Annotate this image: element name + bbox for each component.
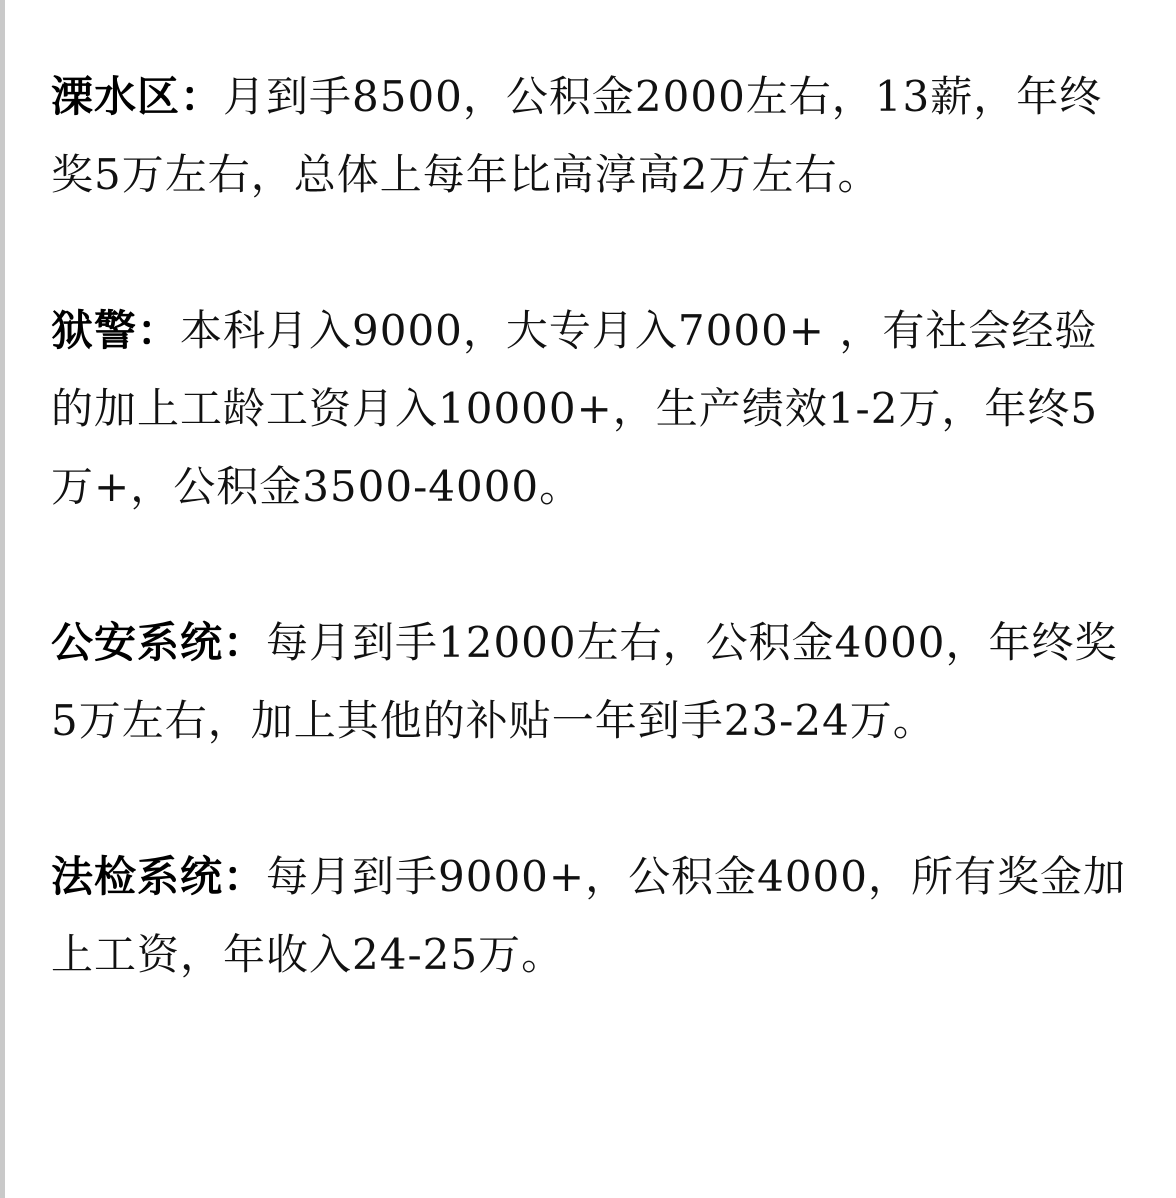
paragraph-text: 每月到手9000+，公积金4000，所有奖金加上工资，年收入24-25万。 bbox=[51, 852, 1126, 979]
paragraph-text: 本科月入9000，大专月入7000+ ，有社会经验的加上工龄工资月入10000+，生产绩效1-2万，年终5万+，公积金3500-4000。 bbox=[51, 306, 1099, 511]
paragraph-public-security bbox=[51, 604, 1131, 760]
paragraph-text: 每月到手12000左右，公积金4000，年终奖5万左右，加上其他的补贴一年到手23-24万。 bbox=[51, 618, 1118, 745]
paragraph-label: 法检系统： bbox=[51, 852, 267, 901]
paragraph-text: 月到手8500，公积金2000左右，13薪，年终奖5万左右，总体上每年比高淳高2万左右。 bbox=[51, 72, 1103, 199]
paragraph-label: 溧水区： bbox=[51, 72, 224, 121]
paragraph-lishui bbox=[51, 58, 1131, 214]
paragraph-label: 公安系统： bbox=[51, 618, 267, 667]
article-body bbox=[51, 58, 1131, 994]
paragraph-courts-procuratorate bbox=[51, 838, 1131, 994]
paragraph-label: 狱警： bbox=[51, 306, 181, 355]
left-border bbox=[0, 0, 5, 1198]
paragraph-prison-police bbox=[51, 292, 1131, 526]
